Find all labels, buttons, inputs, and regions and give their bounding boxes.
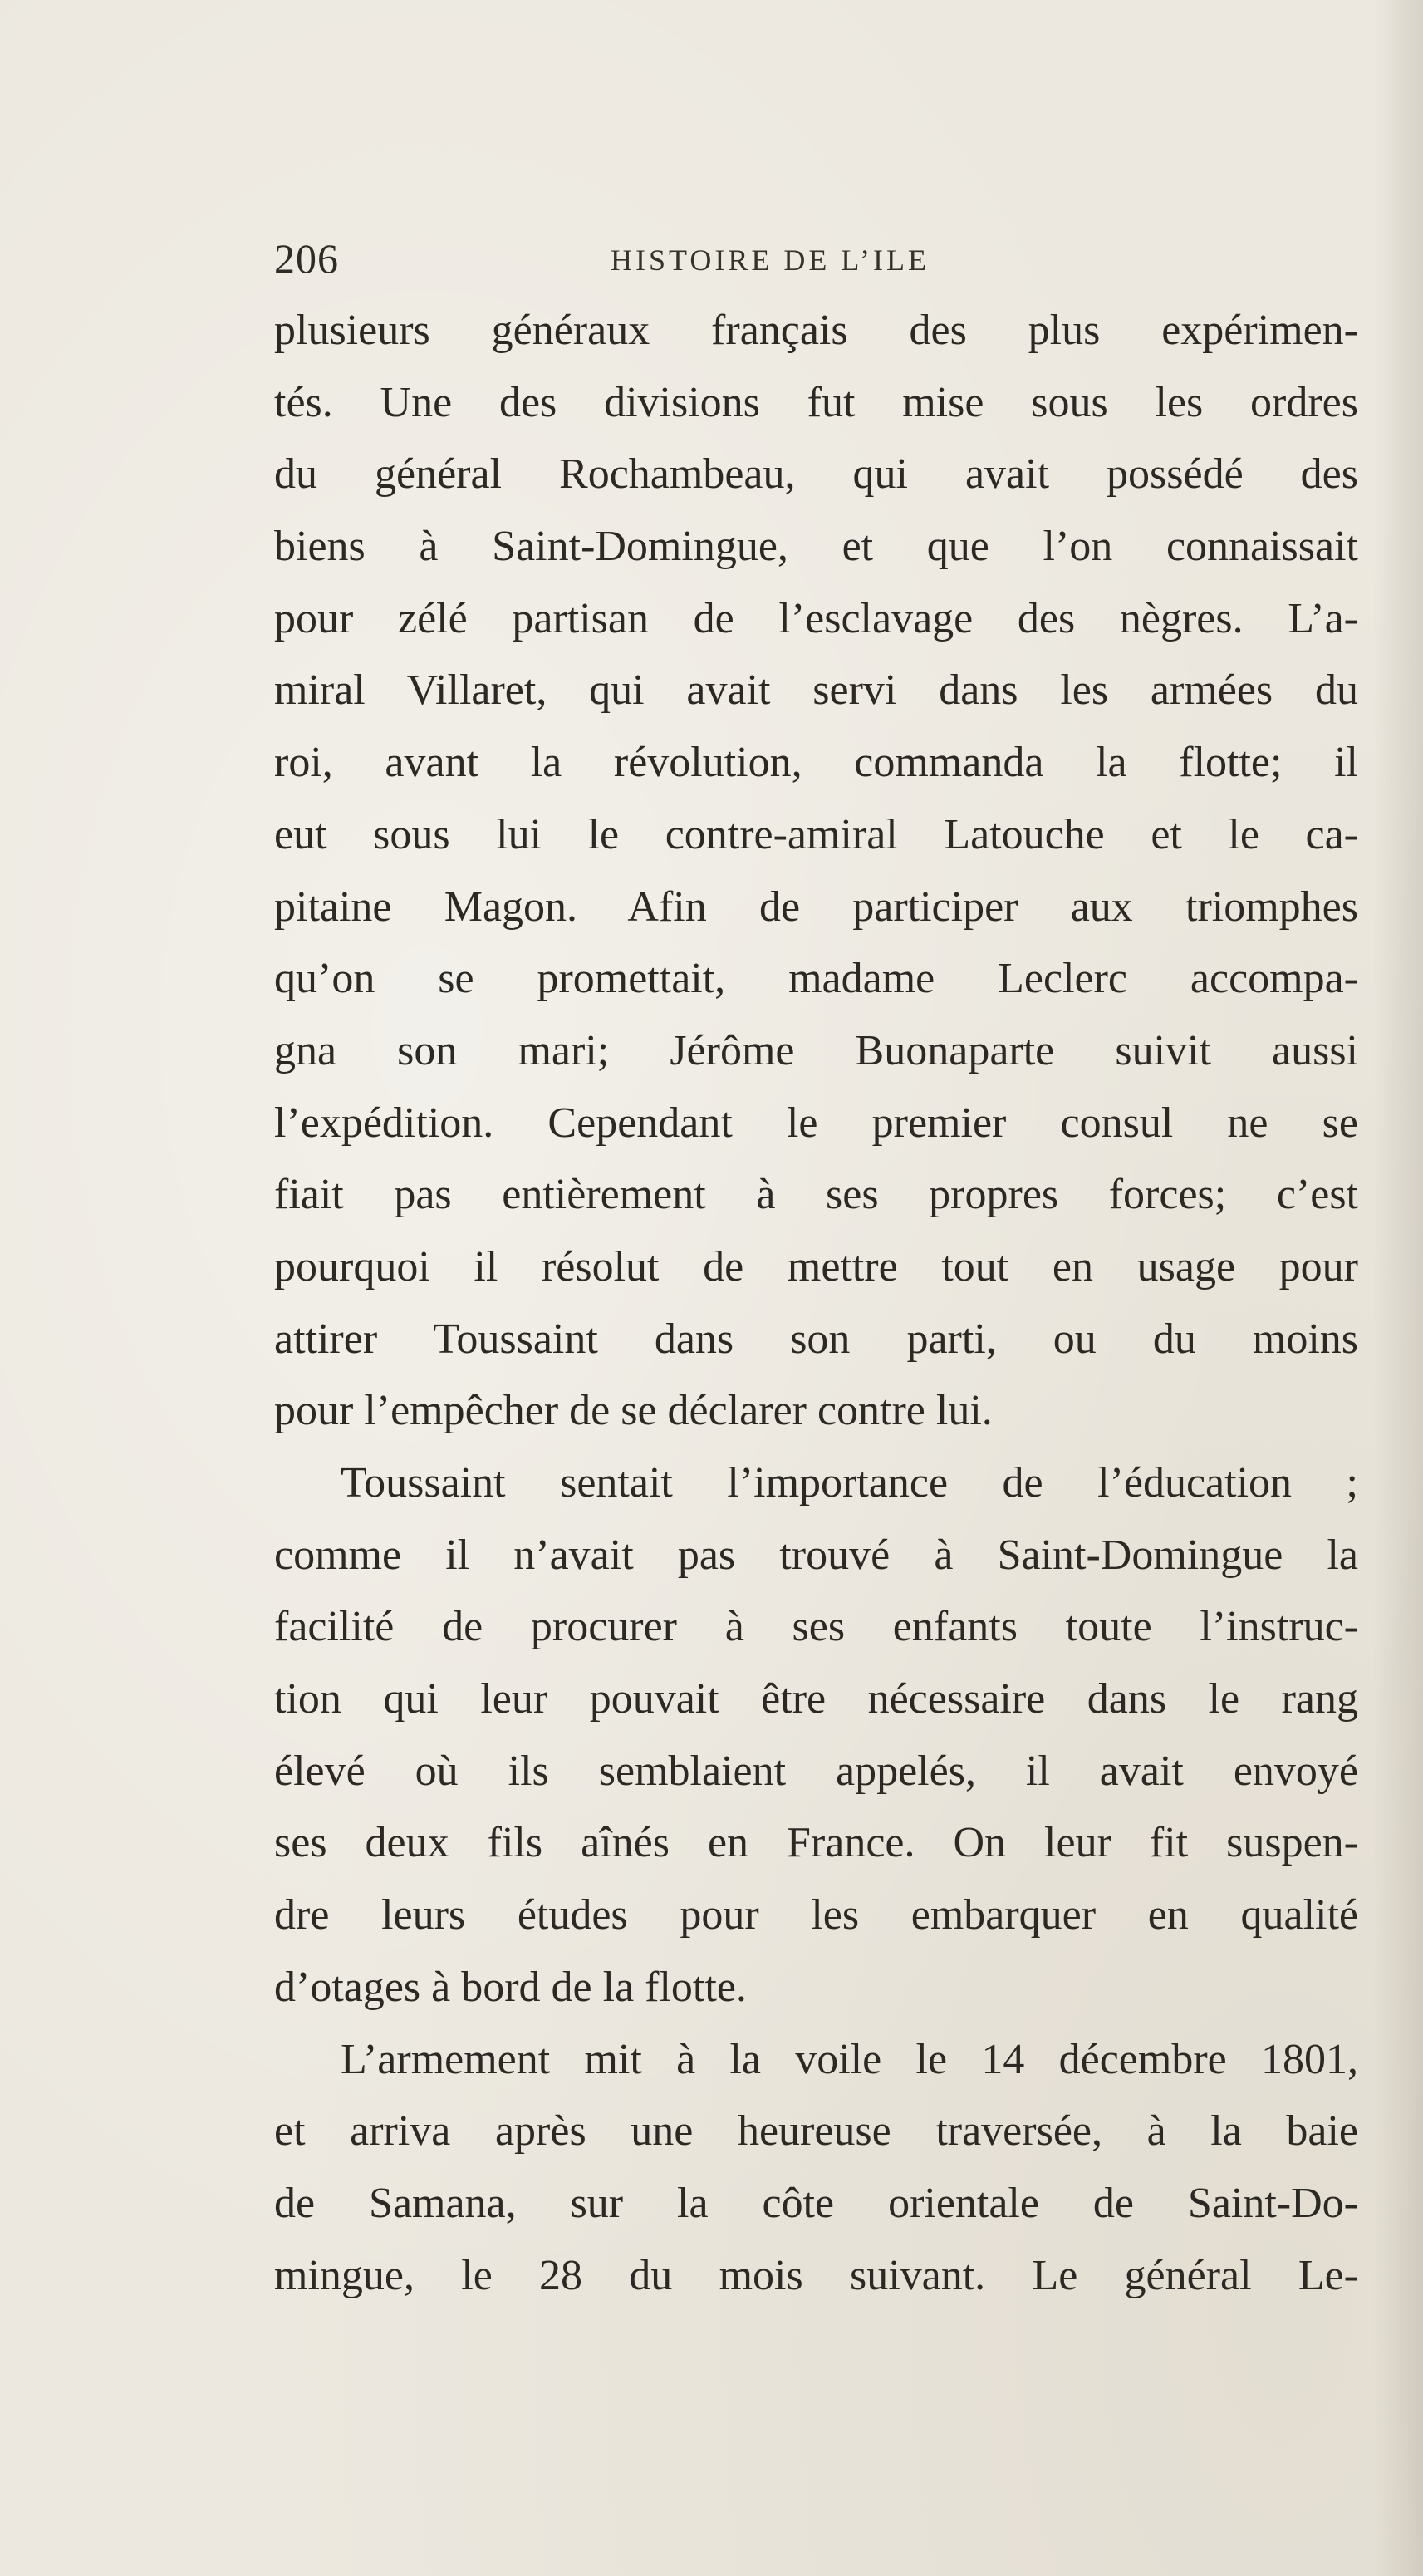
text-line: tés. Une des divisions fut mise sous les ordres <box>274 378 1358 426</box>
text-line: pourquoi il résolut de mettre tout en usage pour <box>274 1242 1358 1290</box>
text-line: roi, avant la révolution, commanda la flotte; il <box>274 739 1358 787</box>
text-line: gna son mari; Jérôme Buonaparte suivit aussi <box>274 1026 1358 1074</box>
text-line: Toussaint sentait l’importance de l’éducation ; <box>341 1459 1358 1507</box>
text-line: ses deux fils aînés en France. On leur fit suspen- <box>274 1819 1358 1867</box>
running-header <box>274 234 1354 284</box>
text-line: plusieurs généraux français des plus expérimen- <box>274 307 1358 354</box>
text-line: biens à Saint-Domingue, et que l’on connaissait <box>274 523 1358 571</box>
text-line: tion qui leur pouvait être nécessaire dans le rang <box>274 1675 1358 1723</box>
page-number: 206 <box>274 235 339 282</box>
page-edge-shadow <box>1373 0 1423 2576</box>
text-line: d’otages à bord de la flotte. <box>274 1963 747 2011</box>
running-title: HISTOIRE DE L’ILE <box>611 243 930 277</box>
text-line: facilité de procurer à ses enfants toute l’instruc- <box>274 1603 1358 1651</box>
text-line: fiait pas entièrement à ses propres forces; c’est <box>274 1171 1358 1219</box>
body-text <box>274 295 1358 2312</box>
text-line: dre leurs études pour les embarquer en qualité <box>274 1891 1358 1939</box>
text-line: eut sous lui le contre-amiral Latouche et le ca- <box>274 810 1358 858</box>
text-line: miral Villaret, qui avait servi dans les armées du <box>274 666 1358 715</box>
text-line: pour zélé partisan de l’esclavage des nègres. L’a- <box>274 594 1358 642</box>
text-line: l’expédition. Cependant le premier consul ne se <box>274 1099 1358 1147</box>
text-line: du général Rochambeau, qui avait possédé des <box>274 450 1358 499</box>
text-line: pitaine Magon. Afin de participer aux triomphes <box>274 882 1358 931</box>
text-line: comme il n’avait pas trouvé à Saint-Domingue la <box>274 1531 1358 1579</box>
text-line: qu’on se promettait, madame Leclerc accompa- <box>274 955 1358 1003</box>
text-line: mingue, le 28 du mois suivant. Le général Le- <box>274 2251 1358 2299</box>
text-line: pour l’empêcher de se déclarer contre lui. <box>274 1387 993 1435</box>
text-line: et arriva après une heureuse traversée, à la baie <box>274 2107 1358 2156</box>
text-line: de Samana, sur la côte orientale de Saint-Do- <box>274 2179 1358 2227</box>
text-line: attirer Toussaint dans son parti, ou du moins <box>274 1315 1358 1363</box>
text-line: L’armement mit à la voile le 14 décembre 1801, <box>341 2035 1358 2083</box>
text-line: élevé où ils semblaient appelés, il avait envoyé <box>274 1747 1358 1795</box>
